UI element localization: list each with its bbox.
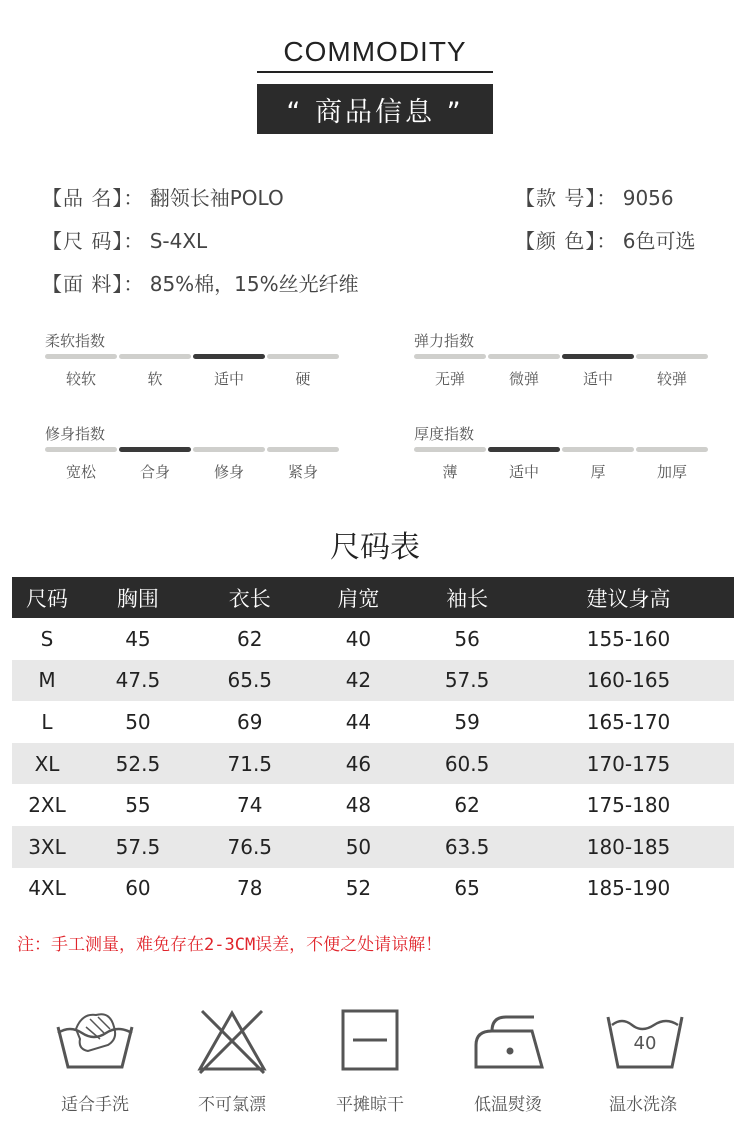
size-chart-cell: 160-165 xyxy=(523,660,734,702)
info-fabric xyxy=(42,268,359,297)
index-level-label: 软 xyxy=(147,370,163,388)
no-bleach-icon xyxy=(182,1005,282,1077)
info-value: ： 85%棉，15%丝光纤维 xyxy=(123,272,359,296)
size-chart-cell: 46 xyxy=(306,743,411,785)
size-chart-header-cell: 衣长 xyxy=(194,577,306,618)
size-chart-table xyxy=(12,577,734,909)
index-level-label: 适中 xyxy=(508,463,539,481)
index-bar-segment xyxy=(45,447,117,452)
index-bar-segment xyxy=(636,447,708,452)
index-level-label: 薄 xyxy=(442,463,458,481)
index-level-label: 紧身 xyxy=(287,463,318,481)
info-label: 【款 号】 xyxy=(515,186,597,210)
info-value: ： 9056 xyxy=(596,186,674,210)
size-chart-cell: 65.5 xyxy=(194,660,306,702)
size-chart-cell: 69 xyxy=(237,709,263,734)
info-style-number xyxy=(515,182,674,211)
index-level-label: 硬 xyxy=(295,370,311,388)
index-bar-segment xyxy=(414,354,486,359)
size-chart-row xyxy=(12,618,734,660)
size-chart-cell: 3XL xyxy=(12,826,82,868)
index-title: 修身指数 xyxy=(45,425,106,443)
index-bar-segment xyxy=(267,447,339,452)
size-chart-cell: 55 xyxy=(125,793,151,818)
size-chart-cell: 52 xyxy=(345,876,372,901)
index-level-label: 微弹 xyxy=(508,370,539,388)
size-chart-row xyxy=(12,743,734,785)
size-chart-row xyxy=(12,826,734,868)
size-chart-cell: 50 xyxy=(306,826,411,868)
size-chart-cell: 59 xyxy=(454,709,480,734)
info-label: 【颜 色】 xyxy=(515,229,597,253)
commodity-english-title: COMMODITY xyxy=(283,36,467,67)
size-chart-row xyxy=(12,701,734,743)
size-chart-row xyxy=(12,660,734,702)
size-chart-cell: 170-175 xyxy=(523,743,734,785)
index-bar-segment xyxy=(414,447,486,452)
size-chart-cell: 76.5 xyxy=(194,826,306,868)
size-chart-cell: 47.5 xyxy=(82,660,194,702)
size-chart-cell: 175-180 xyxy=(586,793,671,818)
index-level-label: 较软 xyxy=(65,370,96,388)
size-chart-cell: 45 xyxy=(125,626,151,651)
index-bar-segment xyxy=(562,354,634,359)
care-label-hand-wash: 适合手洗 xyxy=(61,1095,129,1115)
size-chart-header-cell: 肩宽 xyxy=(306,577,411,618)
index-level-label: 合身 xyxy=(139,463,170,481)
warm-wash-icon xyxy=(595,1005,695,1075)
index-level-label: 适中 xyxy=(582,370,613,388)
size-chart-cell: 44 xyxy=(345,709,372,734)
index-bar-segment xyxy=(488,354,560,359)
size-chart-cell: 60.5 xyxy=(411,743,523,785)
size-chart-cell: 65 xyxy=(454,876,480,901)
product-info-title: “ 商品信息 ” xyxy=(257,84,493,134)
size-chart-cell: 56 xyxy=(454,626,480,651)
size-chart-cell: 57.5 xyxy=(411,660,523,702)
size-chart-cell: 50 xyxy=(125,709,151,734)
size-chart-cell: 63.5 xyxy=(411,826,523,868)
size-chart-cell: S xyxy=(40,626,54,651)
size-chart-header-cell: 胸围 xyxy=(82,577,194,618)
index-bar-segment xyxy=(193,354,265,359)
measurement-note: 注：手工测量，难免存在2-3CM误差，不便之处请谅解！ xyxy=(17,935,443,955)
index-level-label: 厚 xyxy=(590,463,606,481)
size-chart-cell: M xyxy=(12,660,82,702)
size-chart-cell: 2XL xyxy=(28,793,66,818)
size-chart-cell: 57.5 xyxy=(82,826,194,868)
size-chart-cell: 42 xyxy=(306,660,411,702)
hand-wash-icon xyxy=(45,1005,145,1075)
care-label-low-iron: 低温熨烫 xyxy=(474,1095,542,1115)
info-label: 【品 名】 xyxy=(42,186,124,210)
size-chart-cell: 4XL xyxy=(28,876,66,901)
size-chart-cell: 78 xyxy=(237,876,263,901)
index-title: 柔软指数 xyxy=(45,332,106,350)
size-chart-cell: 71.5 xyxy=(194,743,306,785)
flat-dry-icon xyxy=(320,1005,420,1075)
low-iron-icon xyxy=(458,1005,558,1075)
index-title: 弹力指数 xyxy=(414,332,475,350)
index-bar-segment xyxy=(193,447,265,452)
index-level-label: 适中 xyxy=(213,370,244,388)
size-chart-cell: 180-185 xyxy=(523,826,734,868)
size-chart-header-cell: 尺码 xyxy=(12,577,82,618)
info-label: 【面 料】 xyxy=(42,272,124,296)
index-level-label: 修身 xyxy=(213,463,244,481)
index-title: 厚度指数 xyxy=(414,425,475,443)
header-divider xyxy=(257,71,493,73)
index-level-label: 宽松 xyxy=(65,463,96,481)
info-colors xyxy=(515,225,695,254)
index-level-label: 较弹 xyxy=(656,370,687,388)
info-value: ： 翻领长袖POLO xyxy=(123,186,284,210)
index-bar-segment xyxy=(119,354,191,359)
size-chart-cell: 40 xyxy=(345,626,372,651)
care-label-flat-dry: 平摊晾干 xyxy=(336,1095,404,1115)
info-label: 【尺 码】 xyxy=(42,229,124,253)
size-chart-cell: L xyxy=(41,709,53,734)
size-chart-cell: 185-190 xyxy=(586,876,671,901)
index-bar-segment xyxy=(488,447,560,452)
care-label-warm-wash: 温水洗涤 xyxy=(609,1095,677,1115)
info-value: ： S-4XL xyxy=(123,229,208,253)
index-level-label: 加厚 xyxy=(656,463,687,481)
index-bar-segment xyxy=(562,447,634,452)
info-size-range xyxy=(42,225,207,254)
size-chart-cell: 52.5 xyxy=(82,743,194,785)
index-bar-segment xyxy=(45,354,117,359)
index-bar-segment xyxy=(636,354,708,359)
size-chart-cell: 165-170 xyxy=(586,709,671,734)
size-chart-row xyxy=(12,868,734,910)
care-label-no-bleach: 不可氯漂 xyxy=(198,1095,266,1115)
index-bar-segment xyxy=(267,354,339,359)
size-chart-cell: XL xyxy=(12,743,82,785)
size-chart-cell: 60 xyxy=(125,876,151,901)
size-chart-cell: 155-160 xyxy=(586,626,671,651)
index-bar-segment xyxy=(119,447,191,452)
size-chart-header-row xyxy=(12,577,734,618)
size-chart-row xyxy=(12,784,734,826)
size-chart-header-cell: 袖长 xyxy=(411,577,523,618)
size-chart-header-cell: 建议身高 xyxy=(523,577,734,618)
size-chart-cell: 74 xyxy=(237,793,263,818)
size-chart-cell: 48 xyxy=(345,793,372,818)
info-product-name xyxy=(42,182,284,211)
info-value: ： 6色可选 xyxy=(596,229,696,253)
index-level-label: 无弹 xyxy=(434,370,465,388)
size-chart-cell: 62 xyxy=(454,793,480,818)
warm-wash-temperature: 40 xyxy=(633,1033,657,1054)
size-chart-title: 尺码表 xyxy=(330,530,420,565)
size-chart-cell: 62 xyxy=(237,626,263,651)
